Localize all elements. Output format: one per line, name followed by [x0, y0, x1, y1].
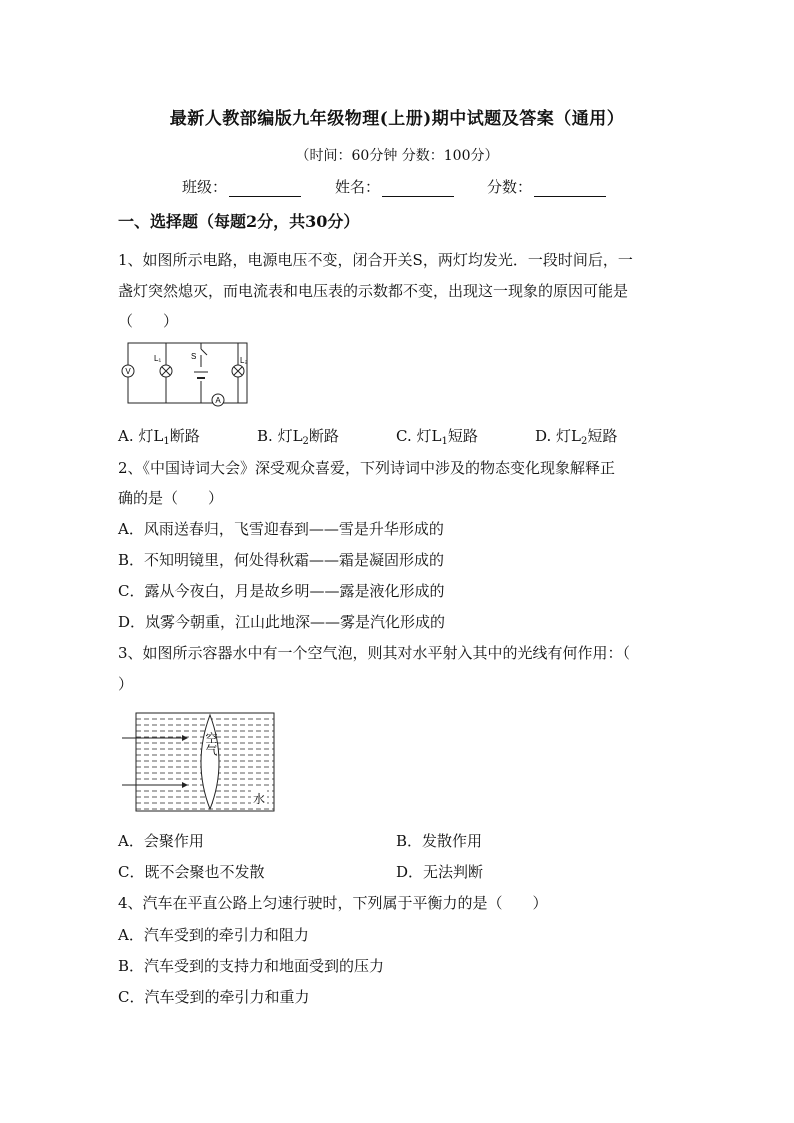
q4-line1: 4、汽车在平直公路上匀速行驶时，下列属于平衡力的是（ ）: [118, 894, 548, 912]
score-label: 分数：: [487, 178, 533, 196]
q1-line1: 1、如图所示电路，电源电压不变，闭合开关S，两灯均发光．一段时间后，一: [118, 251, 633, 269]
q2-option-c[interactable]: C．露从今夜白，月是故乡明——露是液化形成的: [118, 582, 445, 600]
q2-option-d[interactable]: D．岚雾今朝重，江山此地深——雾是汽化形成的: [118, 613, 446, 631]
water-label: 水: [252, 792, 266, 806]
q3-line2: ）: [118, 675, 134, 693]
q1-line3: （ ）: [118, 312, 179, 330]
name-blank[interactable]: [382, 182, 454, 197]
q3-line1: 3、如图所示容器水中有一个空气泡，则其对水平射入其中的光线有何作用：（: [118, 644, 631, 662]
lamp2-label: L₂: [240, 356, 248, 365]
circuit-diagram: [116, 337, 256, 412]
q1-line2: 盏灯突然熄灭，而电流表和电压表的示数都不变，出现这一现象的原因可能是: [118, 282, 629, 300]
q2-line2: 确的是（ ）: [118, 489, 224, 507]
name-label: 姓名：: [335, 178, 381, 196]
ammeter-symbol: A: [215, 396, 221, 405]
q1-option-d[interactable]: D. 灯$L_2$短路: [535, 427, 618, 447]
water-bubble-diagram: [120, 710, 280, 814]
q2-line1: 2、《中国诗词大会》深受观众喜爱，下列诗词中涉及的物态变化现象解释正: [118, 459, 616, 477]
q2-option-a[interactable]: A．风雨送春归，飞雪迎春到——雪是升华形成的: [118, 520, 444, 538]
switch-label: S: [191, 352, 197, 361]
q3-option-d[interactable]: D．无法判断: [396, 863, 484, 881]
q1-option-c[interactable]: C. 灯$L_1$短路: [396, 427, 478, 447]
q1-option-a[interactable]: A. 灯$L_1$断路: [118, 427, 200, 447]
class-label: 班级：: [182, 178, 228, 196]
section-heading: 一、选择题（每题2分，共30分）: [118, 212, 360, 231]
class-field: [182, 176, 301, 197]
voltmeter-symbol: V: [125, 367, 131, 376]
q1-option-b[interactable]: B. 灯$L_2$断路: [257, 427, 339, 447]
class-blank[interactable]: [229, 182, 301, 197]
air-bubble-label: 空气: [204, 732, 218, 756]
q3-option-a[interactable]: A．会聚作用: [118, 832, 204, 850]
q4-option-c[interactable]: C．汽车受到的牵引力和重力: [118, 988, 310, 1006]
q3-option-c[interactable]: C．既不会聚也不发散: [118, 863, 265, 881]
q4-option-b[interactable]: B．汽车受到的支持力和地面受到的压力: [118, 957, 385, 975]
document-title: 最新人教部编版九年级物理(上册)期中试题及答案（通用）: [169, 109, 625, 129]
q2-option-b[interactable]: B．不知明镜里，何处得秋霜——霜是凝固形成的: [118, 551, 445, 569]
exam-time-score: （时间：60分钟 分数：100分）: [295, 148, 499, 164]
score-blank[interactable]: [534, 182, 606, 197]
score-field: [487, 176, 606, 197]
name-field: [335, 176, 454, 197]
q3-option-b[interactable]: B．发散作用: [396, 832, 483, 850]
lamp1-label: L₁: [154, 354, 162, 363]
q4-option-a[interactable]: A．汽车受到的牵引力和阻力: [118, 926, 309, 944]
